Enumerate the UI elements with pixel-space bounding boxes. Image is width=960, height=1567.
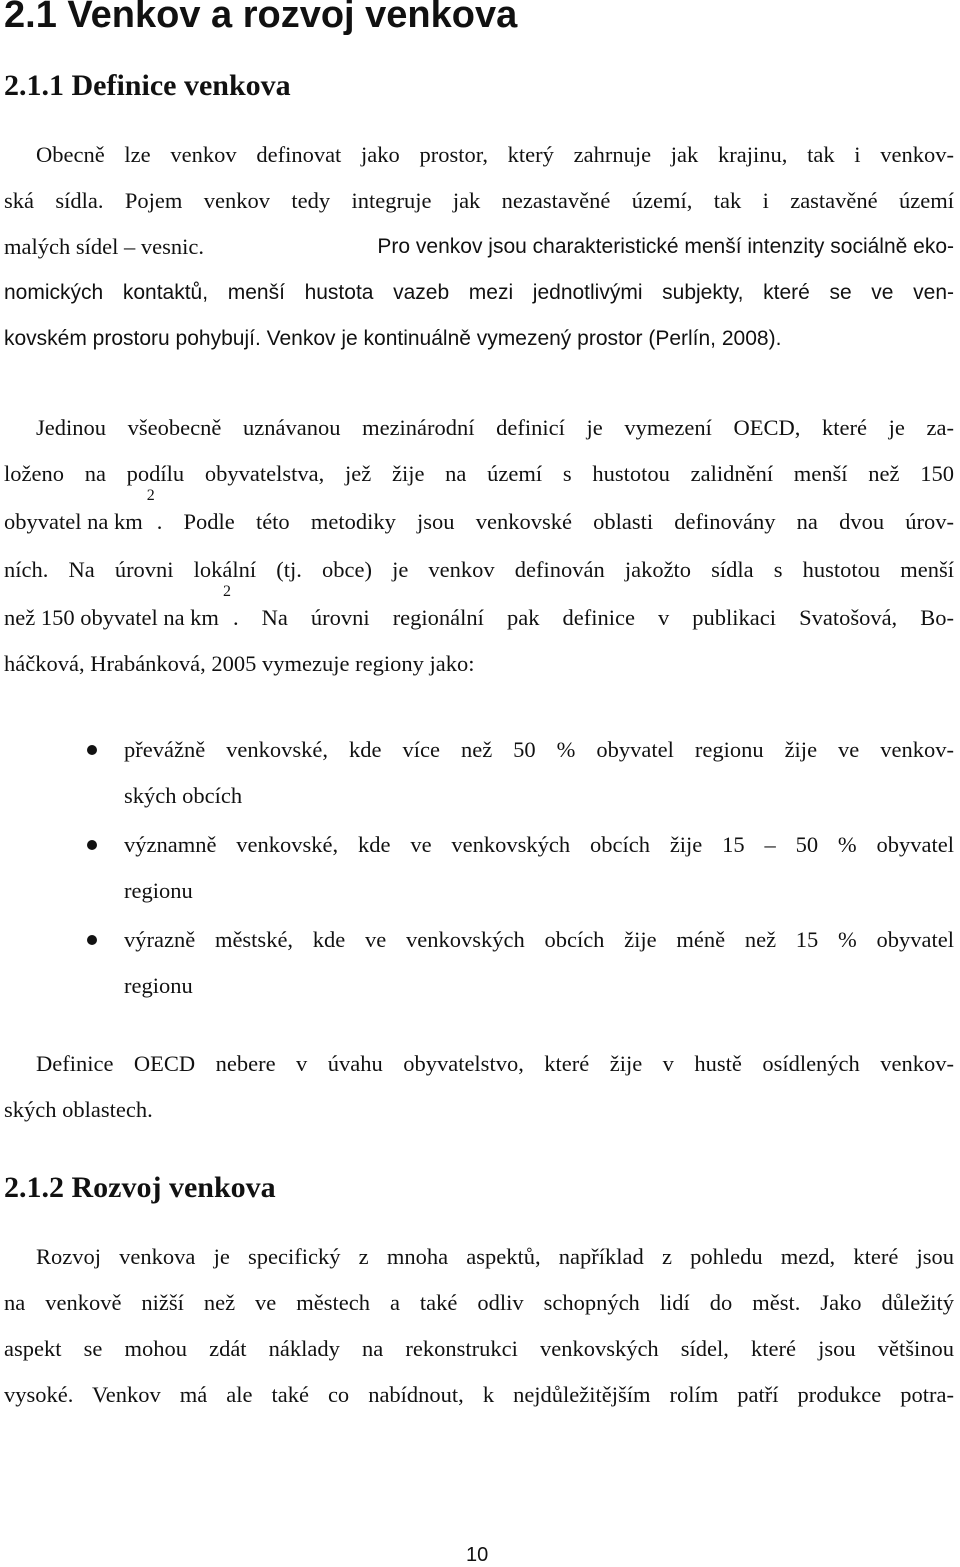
text-line-mixed (4, 583, 954, 641)
text-span: Pro venkov jsou charakteristické menší intenzity sociálně eko- (377, 235, 954, 258)
text-span: než 150 obyvatel na km (4, 605, 219, 630)
superscript: 2 (146, 487, 155, 504)
text-line: významně venkovské, kde ve venkovských obcích žije 15 – 50 % obyvatel (124, 832, 954, 857)
bullet-icon (87, 935, 97, 945)
text-line: regionu (124, 878, 193, 903)
text-line: háčková, Hrabánková, 2005 vymezuje regiony jako: (4, 651, 475, 676)
text-line-mixed (4, 487, 954, 545)
text-line: regionu (124, 973, 193, 998)
chapter-heading: 2.1 Venkov a rozvoj venkova (4, 0, 518, 36)
text-line-mixed (4, 224, 954, 270)
text-line: ských obcích (124, 783, 243, 808)
text-line: Jedinou všeobecně uznávanou mezinárodní definicí je vymezení OECD, které je za- (36, 415, 954, 440)
text-line: nomických kontaktů, menší hustota vazeb mezi jednotlivými subjekty, které se ve ven- (4, 281, 954, 304)
section-heading-rozvoj: 2.1.2 Rozvoj venkova (4, 1171, 276, 1204)
superscript: 2 (222, 583, 231, 600)
text-line: převážně venkovské, kde více než 50 % obyvatel regionu žije ve venkov- (124, 737, 954, 762)
text-line: aspekt se mohou zdát náklady na rekonstrukci venkovských sídel, které jsou většinou (4, 1336, 954, 1361)
text-span: malých sídel – vesnic. (4, 234, 204, 259)
text-line: vysoké. Venkov má ale také co nabídnout, k nejdůležitějším rolím patří produkce potra- (4, 1382, 954, 1407)
text-span: . Na úrovni regionální pak definice v publikaci Svatošová, Bo- (232, 605, 954, 630)
text-span: . Podle této metodiky jsou venkovské oblasti definovány na dvou úrov- (156, 509, 954, 534)
text-line: výrazně městské, kde ve venkovských obcích žije méně než 15 % obyvatel (124, 927, 954, 952)
text-line: kovském prostoru pohybují. Venkov je kontinuálně vymezený prostor (Perlín, 2008). (4, 327, 782, 350)
bullet-icon (87, 745, 97, 755)
section-heading-definice: 2.1.1 Definice venkova (4, 69, 291, 102)
page-number: 10 (466, 1544, 489, 1566)
bullet-icon (87, 840, 97, 850)
text-line: Obecně lze venkov definovat jako prostor, který zahrnuje jak krajinu, tak i venkov- (36, 142, 954, 167)
text-line: loženo na podílu obyvatelstva, jež žije na území s hustotou zalidnění menší než 150 (4, 461, 954, 486)
text-line: na venkově nižší než ve městech a také odliv schopných lidí do měst. Jako důležitý (4, 1290, 954, 1315)
text-line: Definice OECD nebere v úvahu obyvatelstvo, které žije v hustě osídlených venkov- (36, 1051, 954, 1076)
text-line: ských oblastech. (4, 1097, 153, 1122)
text-span: obyvatel na km (4, 509, 143, 534)
text-line: ních. Na úrovni lokální (tj. obce) je venkov definován jakožto sídla s hustotou menší (4, 557, 954, 582)
text-line: ská sídla. Pojem venkov tedy integruje jak nezastavěné území, tak i zastavěné území (4, 188, 954, 213)
text-line: Rozvoj venkova je specifický z mnoha aspektů, například z pohledu mezd, které jsou (36, 1244, 954, 1269)
